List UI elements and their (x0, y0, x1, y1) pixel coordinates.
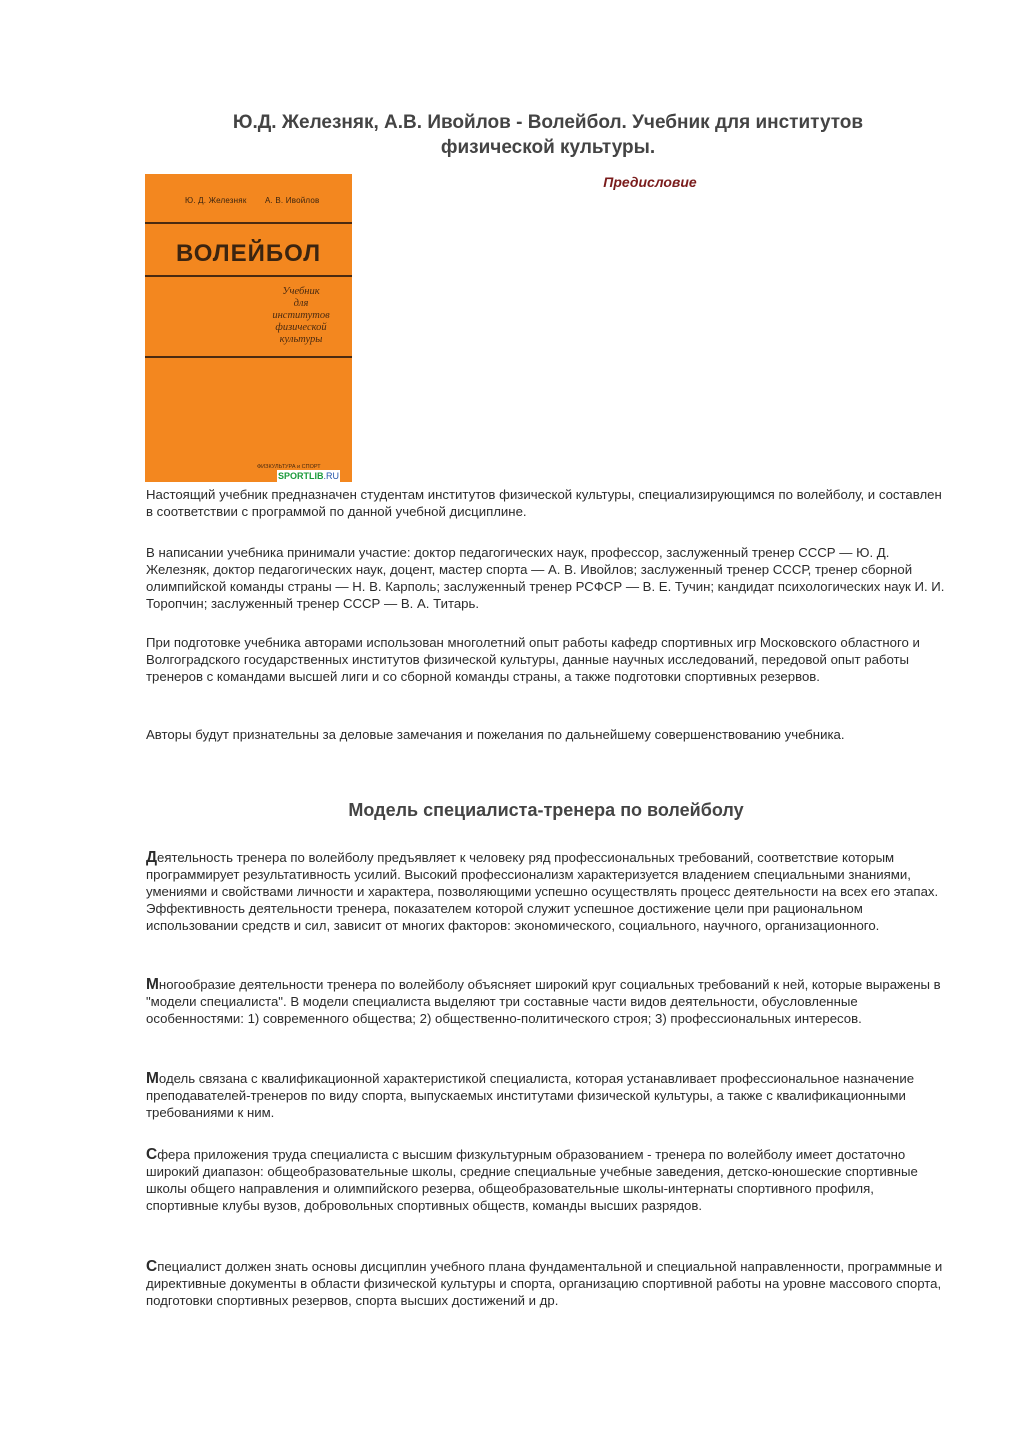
document-title-line-2: физической культуры. (440, 137, 656, 158)
sportlib-watermark-suffix: .RU (323, 471, 340, 481)
section-paragraph-1 (146, 849, 946, 934)
cover-subtitle-line: институтов (272, 310, 330, 321)
preface-paragraph-1: Настоящий учебник предназначен студентам институтов физической культуры, специализирующимся по волейболу, и составлен в соответствии с программой по данной учебной дисциплине. (146, 487, 942, 519)
sportlib-watermark (277, 470, 340, 482)
section-paragraph-3 (146, 1070, 946, 1121)
section-paragraph-2 (146, 976, 946, 1027)
paragraph-text: пециалист должен знать основы дисциплин учебного плана фундаментальной и специальной направленности, программные и директивные документы в области физической культуры и спорта, организацию спортивной работы на уровне массового спорта, подготовки спортивных резервов, спорта высших достижений и др. (146, 1259, 943, 1308)
cover-subtitle-line: Учебник (282, 286, 320, 297)
cover-subtitle-line: физической (275, 322, 327, 333)
section-paragraph-4 (146, 1146, 946, 1214)
cover-title: ВОЛЕЙБОЛ (175, 240, 322, 267)
paragraph-initial: С (146, 1258, 158, 1275)
cover-subtitle (255, 286, 347, 346)
document-title-line-1: Ю.Д. Железняк, А.В. Ивойлов - Волейбол. Учебник для институтов (232, 112, 864, 133)
section-heading: Модель специалиста-тренера по волейболу (348, 800, 744, 820)
cover-subtitle-line: для (293, 298, 309, 309)
paragraph-text: ногообразие деятельности тренера по волейболу объясняет широкий круг социальных требований к ней, которые выражены в "модели специалиста". В модели специалиста выделяют три составные части видов деятельности, обусловленные особенностями: 1) современного общества; 2) общественно-политического строя; 3) профессиональных интересов. (146, 977, 941, 1026)
paragraph-initial: М (146, 976, 159, 993)
section-paragraph-5 (146, 1258, 946, 1309)
paragraph-initial: С (146, 1146, 158, 1163)
cover-rule-top (145, 222, 352, 224)
cover-subtitle-line: культуры (279, 334, 323, 345)
paragraph-initial: Д (146, 849, 158, 866)
cover-author-2: А. В. Ивойлов (265, 196, 320, 205)
preface-paragraph-3: При подготовке учебника авторами использован многолетний опыт работы кафедр спортивных игр Московского областного и Волгоградского государственных институтов физической культуры, данные научных исследований, передовой опыт работы тренеров с командами высшей лиги и со сборной команды страны, а также подготовки спортивных резервов. (146, 635, 920, 684)
cover-publisher: ФИЗКУЛЬТУРА и СПОРТ (257, 464, 321, 470)
preface-paragraph-4: Авторы будут признательны за деловые замечания и пожелания по дальнейшему совершенствованию учебника. (146, 727, 845, 742)
sportlib-watermark-text: SPORTLIB (278, 471, 324, 481)
document-title (190, 110, 906, 160)
preface-heading: Предисловие (603, 174, 697, 190)
paragraph-text: одель связана с квалификационной характеристикой специалиста, которая устанавливает профессиональное назначение преподавателей-тренеров по виду спорта, выпускаемых институтами физической культуры, а также с квалификационными требованиями к ним. (146, 1071, 915, 1120)
cover-rule-bottom (145, 356, 352, 358)
cover-author-1: Ю. Д. Железняк (185, 196, 247, 205)
book-cover-image (145, 174, 352, 482)
cover-rule-middle (145, 275, 352, 277)
preface-paragraph-2: В написании учебника принимали участие: доктор педагогических наук, профессор, заслуженный тренер СССР — Ю. Д. Железняк, доктор педагогических наук, доцент, мастер спорта — А. В. Ивойлов; заслуженный тренер СССР, тренер сборной олимпийской команды страны — Н. В. Карполь; заслуженный тренер РСФСР — В. Е. Тучин; кандидат психологических наук И. И. Торопчин; заслуженный тренер СССР — В. А. Титарь. (146, 545, 945, 611)
paragraph-text: фера приложения труда специалиста с высшим физкультурным образованием - тренера по волейболу имеет достаточно широкий диапазон: общеобразовательные школы, средние специальные учебные заведения, детско-юношеские спортивные школы общего направления и олимпийского резерва, общеобразовательные школы-интернаты спортивного профиля, спортивные клубы вузов, добровольных спортивных обществ, команды высших разрядов. (146, 1147, 918, 1213)
paragraph-initial: М (146, 1070, 159, 1087)
paragraph-text: еятельность тренера по волейболу предъявляет к человеку ряд профессиональных требований, соответствие которым программирует результативность усилий. Высокий профессионализм характеризуется владением специальными знаниями, умениями и свойствами личности и характера, позволяющими успешно осуществлять процесс деятельности на всех его этапах. Эффективность деятельности тренера, показателем которой служит успешное достижение цели при рациональном использовании средств и сил, зависит от многих факторов: экономического, социального, научного, организационного. (146, 850, 939, 933)
